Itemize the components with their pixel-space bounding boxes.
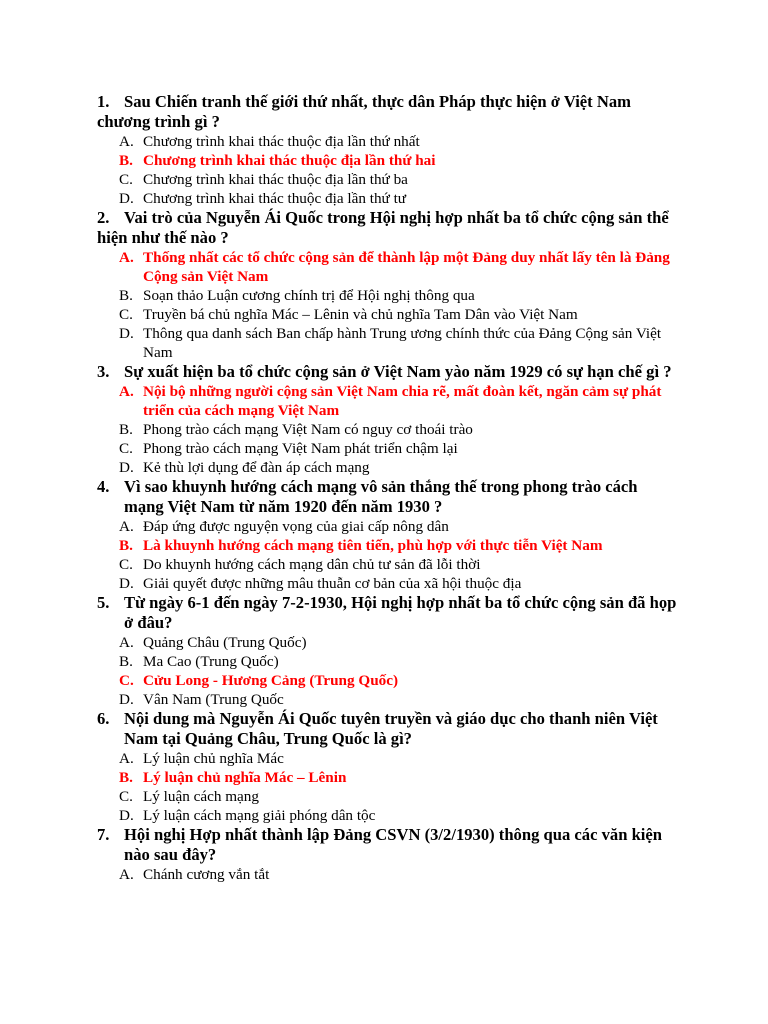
option [97,517,678,536]
question-block [97,477,678,593]
question-block [97,362,678,477]
option-letter: D. [119,575,134,592]
question-number: 3. [97,362,110,381]
option-list [97,633,678,709]
option-text: Ma Cao (Trung Quốc) [143,653,279,670]
option-letter: D. [119,691,134,708]
option-letter: C. [119,672,134,689]
option [97,652,678,671]
option-letter: C. [119,788,133,805]
option-letter: D. [119,459,134,476]
option [97,458,678,477]
option-text: Lý luận chủ nghĩa Mác [143,750,284,767]
option-correct [97,151,678,170]
option [97,286,678,305]
option-letter: C. [119,440,133,457]
option-text: Chánh cương vắn tắt [143,866,270,883]
question-text [97,709,678,749]
option-text: Kẻ thù lợi dụng để đàn áp cách mạng [143,459,370,476]
question-prompt: Từ ngày 6-1 đến ngày 7-2-1930, Hội nghị hợp nhất ba tổ chức cộng sản đã họp ở đâu? [124,593,677,632]
option-letter: C. [119,306,133,323]
question-prompt: Sau Chiến tranh thế giới thứ nhất, thực dân Pháp thực hiện ở Việt Nam chương trình gì ? [97,92,631,131]
option [97,170,678,189]
option [97,690,678,709]
option [97,132,678,151]
option-text: Soạn thảo Luận cương chính trị để Hội nghị thông qua [143,287,475,304]
option-text: Thông qua danh sách Ban chấp hành Trung ương chính thức của Đảng Cộng sản Việt Nam [143,325,662,361]
option-text: Thống nhất các tổ chức cộng sản để thành lập một Đảng duy nhất lấy tên là Đảng Cộng sản Việt Nam [143,249,670,285]
option-letter: D. [119,325,134,342]
option-text: Phong trào cách mạng Việt Nam phát triển chậm lại [143,440,458,457]
option-letter: C. [119,171,133,188]
option-letter: B. [119,653,133,670]
option-text: Chương trình khai thác thuộc địa lần thứ nhất [143,133,420,150]
option-list [97,248,678,362]
option-correct [97,536,678,555]
question-text [97,477,678,517]
question-prompt: Nội dung mà Nguyễn Ái Quốc tuyên truyền và giáo dục cho thanh niên Việt Nam tại Quảng Châu, Trung Quốc là gì? [124,709,658,748]
option-letter: B. [119,537,133,554]
option-list [97,132,678,208]
option-letter: A. [119,750,134,767]
option [97,787,678,806]
option-text: Giải quyết được những mâu thuẫn cơ bản của xã hội thuộc địa [143,575,522,592]
question-number: 4. [97,477,110,496]
option-text: Chương trình khai thác thuộc địa lần thứ ba [143,171,408,188]
option-letter: D. [119,807,134,824]
option-text: Quảng Châu (Trung Quốc) [143,634,307,651]
option-text: Do khuynh hướng cách mạng dân chủ tư sản đã lỗi thời [143,556,481,573]
option [97,806,678,825]
question-block [97,208,678,362]
question-prompt: Hội nghị Hợp nhất thành lập Đảng CSVN (3/2/1930) thông qua các văn kiện nào sau đây? [124,825,663,864]
option-correct [97,768,678,787]
option [97,324,678,362]
option [97,305,678,324]
question-prompt: Vai trò của Nguyễn Ái Quốc trong Hội nghị hợp nhất ba tổ chức cộng sản thể hiện như thế nào ? [97,208,669,247]
question-number: 7. [97,825,110,844]
question-text [97,825,678,865]
option-text: Đáp ứng được nguyện vọng của giai cấp nông dân [143,518,449,535]
question-text [97,92,678,132]
option-letter: B. [119,769,133,786]
option-letter: A. [119,866,134,883]
option-letter: A. [119,383,134,400]
option-correct [97,671,678,690]
option-list [97,517,678,593]
option-text: Chương trình khai thác thuộc địa lần thứ tư [143,190,407,207]
option-list [97,382,678,477]
option-text: Phong trào cách mạng Việt Nam có nguy cơ thoái trào [143,421,473,438]
option [97,865,678,884]
option-text: Nội bộ những người cộng sản Việt Nam chia rẽ, mất đoàn kết, ngăn cảm sự phát triển của cách mạng Việt Nam [143,383,662,419]
option [97,420,678,439]
option-text: Chương trình khai thác thuộc địa lần thứ hai [143,152,436,169]
option-letter: A. [119,634,134,651]
option-letter: B. [119,152,133,169]
option [97,633,678,652]
option [97,189,678,208]
question-text [97,593,678,633]
question-number: 2. [97,208,110,227]
option [97,574,678,593]
question-number: 6. [97,709,110,728]
question-number: 1. [97,92,110,111]
option [97,439,678,458]
option-correct [97,382,678,420]
question-number: 5. [97,593,110,612]
option-text: Truyền bá chủ nghĩa Mác – Lênin và chủ nghĩa Tam Dân vào Việt Nam [143,306,578,323]
option-text: Lý luận chủ nghĩa Mác – Lênin [143,769,347,786]
question-block [97,593,678,709]
option-text: Vân Nam (Trung Quốc [143,691,284,708]
question-prompt: Sự xuất hiện ba tổ chức cộng sản ở Việt Nam yào năm 1929 có sự hạn chế gì ? [124,362,672,381]
question-block [97,709,678,825]
option [97,749,678,768]
option-list [97,865,678,884]
option-letter: B. [119,421,133,438]
question-block [97,92,678,208]
option-text: Là khuynh hướng cách mạng tiên tiến, phù hợp với thực tiễn Việt Nam [143,537,603,554]
question-text [97,362,678,382]
option-letter: A. [119,518,134,535]
option-text: Cửu Long - Hương Cảng (Trung Quốc) [143,672,399,689]
question-list [97,92,678,884]
option-letter: B. [119,287,133,304]
question-text [97,208,678,248]
option-letter: D. [119,190,134,207]
question-block [97,825,678,884]
option-letter: A. [119,133,134,150]
option-letter: A. [119,249,134,266]
option-text: Lý luận cách mạng giải phóng dân tộc [143,807,376,824]
question-prompt: Vì sao khuynh hướng cách mạng vô sản thắng thế trong phong trào cách mạng Việt Nam từ năm 1920 đến năm 1930 ? [124,477,638,516]
option-list [97,749,678,825]
option-correct [97,248,678,286]
option-text: Lý luận cách mạng [143,788,259,805]
option-letter: C. [119,556,133,573]
option [97,555,678,574]
